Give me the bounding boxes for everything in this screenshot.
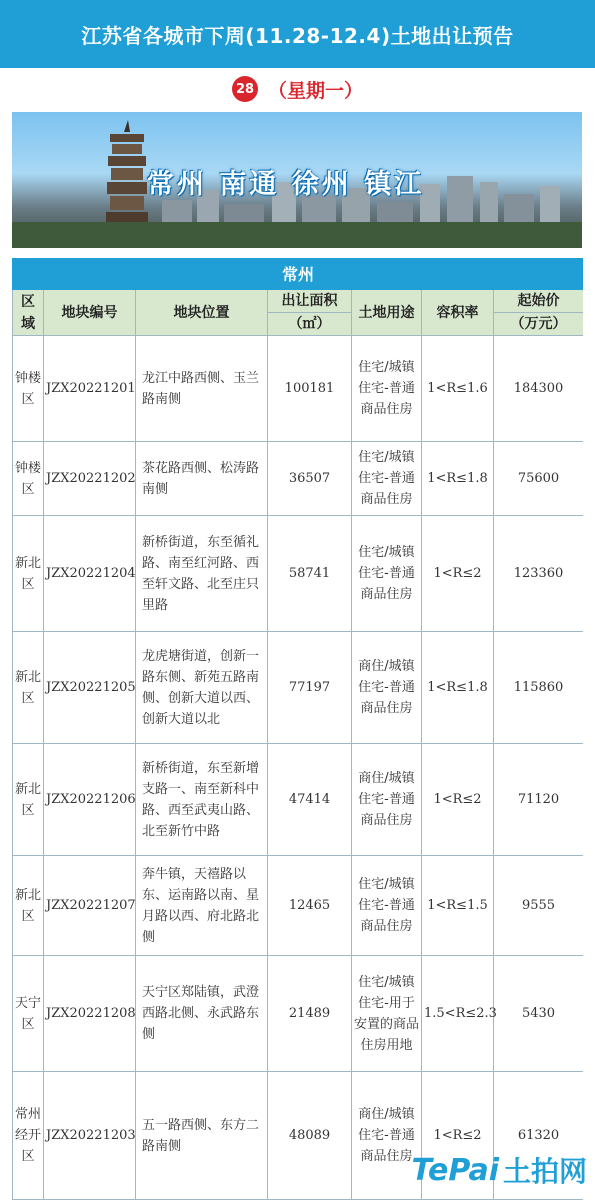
cell-land-use: 商住/城镇住宅-普通商品住房 [352, 744, 422, 856]
cell-area: 58741 [268, 516, 352, 632]
cell-parcel-no: JZX20221205 [44, 632, 136, 744]
cell-parcel-no: JZX20221203 [44, 1072, 136, 1200]
cell-location: 茶花路西侧、松涛路南侧 [136, 442, 268, 516]
cell-parcel-no: JZX20221206 [44, 744, 136, 856]
cell-far: 1.5<R≤2.3 [422, 956, 494, 1072]
cell-area: 21489 [268, 956, 352, 1072]
cell-far: 1<R≤2 [422, 516, 494, 632]
city-banner-image [12, 112, 582, 248]
cell-land-use: 住宅/城镇住宅-普通商品住房 [352, 856, 422, 956]
cell-location: 龙虎塘街道，创新一路东侧、新苑五路南侧、创新大道以西、创新大道以北 [136, 632, 268, 744]
cell-start-price: 9555 [494, 856, 584, 956]
cell-land-use: 商住/城镇住宅-普通商品住房 [352, 632, 422, 744]
cell-land-use: 住宅/城镇住宅-用于安置的商品住房用地 [352, 956, 422, 1072]
col-header-area: 出让面积 [268, 290, 352, 313]
city-section-header: 常州 [13, 259, 584, 290]
cell-district: 钟楼区 [13, 442, 44, 516]
col-header-district: 区域 [13, 290, 44, 336]
cell-district: 常州经开区 [13, 1072, 44, 1200]
cell-parcel-no: JZX20221202 [44, 442, 136, 516]
cell-parcel-no: JZX20221201 [44, 336, 136, 442]
cell-district: 新北区 [13, 744, 44, 856]
table-row [13, 956, 584, 1072]
cell-land-use: 住宅/城镇住宅-普通商品住房 [352, 442, 422, 516]
cell-far: 1<R≤2 [422, 744, 494, 856]
cell-district: 新北区 [13, 856, 44, 956]
cell-parcel-no: JZX20221204 [44, 516, 136, 632]
cell-area: 12465 [268, 856, 352, 956]
cell-location: 五一路西侧、东方二路南侧 [136, 1072, 268, 1200]
col-header-land-use: 土地用途 [352, 290, 422, 336]
cell-start-price: 123360 [494, 516, 584, 632]
col-header-parcel-no: 地块编号 [44, 290, 136, 336]
land-auction-table [12, 258, 583, 1200]
cell-area: 100181 [268, 336, 352, 442]
table-row [13, 516, 584, 632]
cell-land-use: 商住/城镇住宅-普通商品住房 [352, 1072, 422, 1200]
cell-area: 36507 [268, 442, 352, 516]
page-title: 江苏省各城市下周(11.28-12.4)土地出让预告 [0, 0, 595, 68]
tepai-name: 土拍网 [502, 1155, 587, 1188]
cell-far: 1<R≤1.8 [422, 632, 494, 744]
day-number-badge: 28 [232, 76, 258, 102]
cell-location: 天宁区郑陆镇，武澄西路北侧、永武路东侧 [136, 956, 268, 1072]
col-header-location: 地块位置 [136, 290, 268, 336]
cell-district: 新北区 [13, 516, 44, 632]
cell-location: 新桥街道，东至新增支路一、南至新科中路、西至武夷山路、北至新竹中路 [136, 744, 268, 856]
cell-far: 1<R≤1.8 [422, 442, 494, 516]
cell-start-price: 75600 [494, 442, 584, 516]
cell-start-price: 71120 [494, 744, 584, 856]
cell-start-price: 61320 [494, 1072, 584, 1200]
tepai-watermark [411, 1150, 587, 1190]
cell-area: 48089 [268, 1072, 352, 1200]
col-header-far: 容积率 [422, 290, 494, 336]
cell-start-price: 115860 [494, 632, 584, 744]
cell-parcel-no: JZX20221208 [44, 956, 136, 1072]
cell-far: 1<R≤2 [422, 1072, 494, 1200]
table-row [13, 442, 584, 516]
table-row [13, 856, 584, 956]
banner-cities-text: 常州 南通 徐州 镇江 [147, 169, 425, 200]
day-indicator [0, 68, 595, 110]
col-header-price-unit: （万元） [494, 313, 584, 336]
cell-start-price: 5430 [494, 956, 584, 1072]
cell-far: 1<R≤1.5 [422, 856, 494, 956]
tepai-logo: TePai [411, 1152, 499, 1188]
cell-location: 奔牛镇，天禧路以东、运南路以南、星月路以西、府北路北侧 [136, 856, 268, 956]
table-row [13, 744, 584, 856]
col-header-area-unit: （㎡） [268, 313, 352, 336]
cell-far: 1<R≤1.6 [422, 336, 494, 442]
table-row [13, 632, 584, 744]
cell-start-price: 184300 [494, 336, 584, 442]
cell-district: 天宁区 [13, 956, 44, 1072]
cell-location: 新桥街道，东至循礼路、南至红河路、西至轩文路、北至庄只里路 [136, 516, 268, 632]
cell-parcel-no: JZX20221207 [44, 856, 136, 956]
day-label: （星期一） [267, 79, 363, 102]
cell-land-use: 住宅/城镇住宅-普通商品住房 [352, 516, 422, 632]
table-row [13, 336, 584, 442]
cell-area: 47414 [268, 744, 352, 856]
cell-district: 新北区 [13, 632, 44, 744]
cell-land-use: 住宅/城镇住宅-普通商品住房 [352, 336, 422, 442]
col-header-start-price: 起始价 [494, 290, 584, 313]
cell-location: 龙江中路西侧、玉兰路南侧 [136, 336, 268, 442]
cell-area: 77197 [268, 632, 352, 744]
cell-district: 钟楼区 [13, 336, 44, 442]
